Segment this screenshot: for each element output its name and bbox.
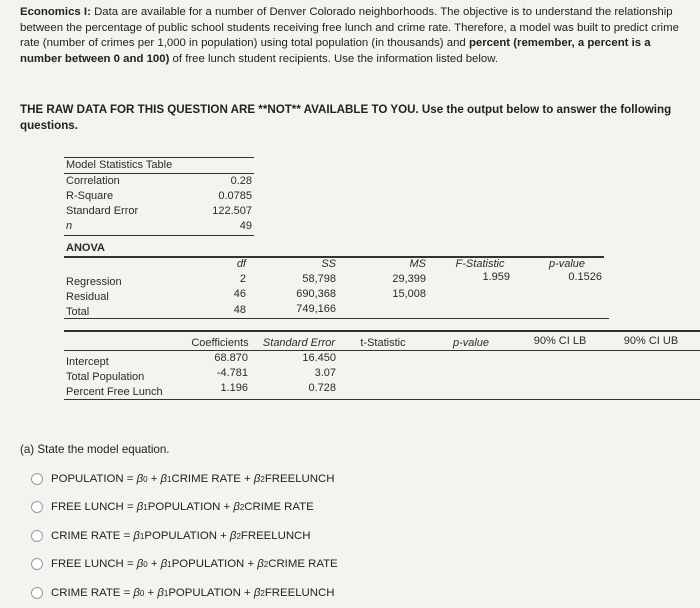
anova-regression-ss: 58,798 <box>302 273 336 285</box>
option-2-lhs: FREE LUNCH <box>51 501 124 513</box>
raw-data-note: THE RAW DATA FOR THIS QUESTION ARE **NOT** AVAILABLE TO YOU. Use the output below to answer the following questions. <box>20 103 672 132</box>
stat-label-n: n <box>66 220 73 232</box>
option-2-beta1-sub: 1 <box>143 502 148 512</box>
radio-button[interactable] <box>31 558 43 570</box>
option-2-term1: POPULATION <box>147 501 221 513</box>
option-4-beta0-sub: 0 <box>143 559 148 569</box>
option-4-lhs: FREE LUNCH <box>51 558 124 570</box>
coef-header-p-value: p-value <box>452 337 490 349</box>
anova-header-f: F-Statistic <box>455 258 505 270</box>
option-1-term1: CRIME RATE <box>171 473 241 485</box>
option-4-plus1: + <box>147 558 161 570</box>
option-5-term1: POPULATION <box>168 587 241 599</box>
anova-regression-ms: 29,399 <box>392 273 426 285</box>
coef-header-ci-lb: 90% CI LB <box>533 335 587 347</box>
anova-label-total: Total <box>66 306 90 318</box>
stat-value-correlation: 0.28 <box>230 175 252 187</box>
coef-label-intercept: Intercept <box>66 356 109 368</box>
option-1-beta1-sub: 1 <box>167 474 172 484</box>
option-1-plus1: + <box>147 473 161 485</box>
option-3-term1: POPULATION <box>144 530 217 542</box>
option-2-beta2-sub: 2 <box>239 502 245 512</box>
option-5-term2: FREELUNCH <box>264 587 335 599</box>
anova-header-p: p-value <box>548 258 586 270</box>
option-1-eq: = <box>123 473 137 485</box>
anova-total-ss: 749,166 <box>296 303 336 315</box>
radio-button[interactable] <box>31 587 43 599</box>
option-4-term1: POPULATION <box>171 558 245 570</box>
anova-regression-f: 1.959 <box>482 271 510 283</box>
anova-residual-df: 46 <box>233 288 246 300</box>
option-1-beta0: β <box>136 473 144 485</box>
option-5-beta1: β <box>157 587 164 599</box>
coef-header-t-statistic: t-Statistic <box>360 337 406 349</box>
option-3-beta2: β <box>229 530 237 542</box>
option-1-lhs: POPULATION <box>51 473 124 485</box>
option-4-beta0: β <box>136 558 144 570</box>
option-5-beta2-sub: 2 <box>260 588 265 598</box>
option-5-beta0: β <box>133 587 140 599</box>
option-2-eq: = <box>123 501 137 513</box>
coef-se-intercept: 16.450 <box>302 352 336 364</box>
answer-option-5[interactable] <box>31 587 334 599</box>
model-stats-title: Model Statistics Table <box>66 159 173 171</box>
option-3-beta2-sub: 2 <box>236 531 241 541</box>
option-5-lhs: CRIME RATE <box>51 587 121 599</box>
radio-button[interactable] <box>31 473 43 485</box>
anova-regression-df: 2 <box>239 273 246 285</box>
coef-value-total-population: -4.781 <box>216 367 248 379</box>
anova-header-ss: SS <box>321 258 336 270</box>
answer-option-4[interactable] <box>31 558 338 570</box>
coef-header-ci-ub: 90% CI UB <box>623 335 679 347</box>
option-3-beta1-sub: 1 <box>139 531 145 541</box>
coef-label-total-population: Total Population <box>66 371 145 383</box>
stat-value-n: 49 <box>239 220 252 232</box>
anova-total-df: 48 <box>233 304 246 316</box>
coef-label-percent-free-lunch: Percent Free Lunch <box>66 386 163 398</box>
option-4-beta2-sub: 2 <box>263 559 269 569</box>
option-4-eq: = <box>123 558 137 570</box>
stat-label-r-square: R-Square <box>66 190 114 202</box>
option-3-lhs: CRIME RATE <box>51 530 121 542</box>
option-1-beta2-sub: 2 <box>260 474 265 484</box>
anova-header-df: df <box>236 258 246 270</box>
coef-se-percent-free-lunch: 0.728 <box>308 382 336 394</box>
anova-label-residual: Residual <box>66 291 109 303</box>
question-prompt: (a) State the model equation. <box>20 443 170 456</box>
option-2-beta1: β <box>136 501 144 513</box>
anova-title: ANOVA <box>66 242 105 254</box>
intro-bold-percent: percent (remember, a percent is a number between 0 and 100) <box>20 37 651 65</box>
option-1-term2: FREELUNCH <box>264 473 335 485</box>
anova-regression-p: 0.1526 <box>568 271 602 283</box>
option-5-beta0-sub: 0 <box>139 588 145 598</box>
intro-text-1: Data are available for a number of Denver Colorado neighborhoods. The objective is to understand the relationship between the percentage of public school students receiving free lunch and crime rate. Therefore, a model was built to predict crime rate (number of crimes per 1,000 in population) using total population (in thousands) and <box>20 6 679 49</box>
anova-residual-ms: 15,008 <box>392 288 426 300</box>
stat-label-correlation: Correlation <box>66 175 120 187</box>
intro-text-2: of free lunch student recipients. Use the information listed below. <box>169 52 499 65</box>
option-4-beta2: β <box>257 558 264 570</box>
option-5-plus2: + <box>240 587 254 599</box>
radio-button[interactable] <box>31 530 43 542</box>
answer-option-1[interactable] <box>31 473 334 485</box>
anova-residual-ss: 690,368 <box>296 288 336 300</box>
option-3-plus2: + <box>216 530 230 542</box>
option-2-beta2: β <box>233 501 240 513</box>
coef-header-coefficients: Coefficients <box>191 337 249 349</box>
anova-label-regression: Regression <box>66 276 122 288</box>
option-1-beta1: β <box>160 473 168 485</box>
coef-value-intercept: 68.870 <box>214 352 248 364</box>
coef-header-standard-error: Standard Error <box>262 337 336 349</box>
option-5-beta2: β <box>253 587 261 599</box>
coef-value-percent-free-lunch: 1.196 <box>220 382 248 394</box>
answer-option-2[interactable] <box>31 501 314 513</box>
problem-intro <box>20 5 685 67</box>
stat-value-r-square: 0.0785 <box>218 190 252 202</box>
option-3-beta1: β <box>133 530 140 542</box>
stat-value-standard-error: 122.507 <box>212 205 252 217</box>
option-4-plus2: + <box>244 558 258 570</box>
intro-label: Economics I: <box>20 6 91 18</box>
coef-se-total-population: 3.07 <box>314 367 336 379</box>
option-5-beta1-sub: 1 <box>163 588 169 598</box>
option-5-eq: = <box>120 587 134 599</box>
answer-option-3[interactable] <box>31 530 311 542</box>
option-3-eq: = <box>120 530 134 542</box>
anova-header-ms: MS <box>409 258 426 270</box>
radio-button[interactable] <box>31 501 43 513</box>
stat-label-standard-error: Standard Error <box>66 205 139 217</box>
option-1-beta2: β <box>253 473 261 485</box>
option-2-plus2: + <box>220 501 234 513</box>
option-1-beta0-sub: 0 <box>143 474 148 484</box>
option-3-term2: FREELUNCH <box>240 530 311 542</box>
option-4-beta1-sub: 1 <box>167 559 172 569</box>
option-4-beta1: β <box>160 558 168 570</box>
option-2-term2: CRIME RATE <box>244 501 314 513</box>
option-4-term2: CRIME RATE <box>268 558 338 570</box>
option-1-plus2: + <box>240 473 254 485</box>
option-5-plus1: + <box>144 587 158 599</box>
